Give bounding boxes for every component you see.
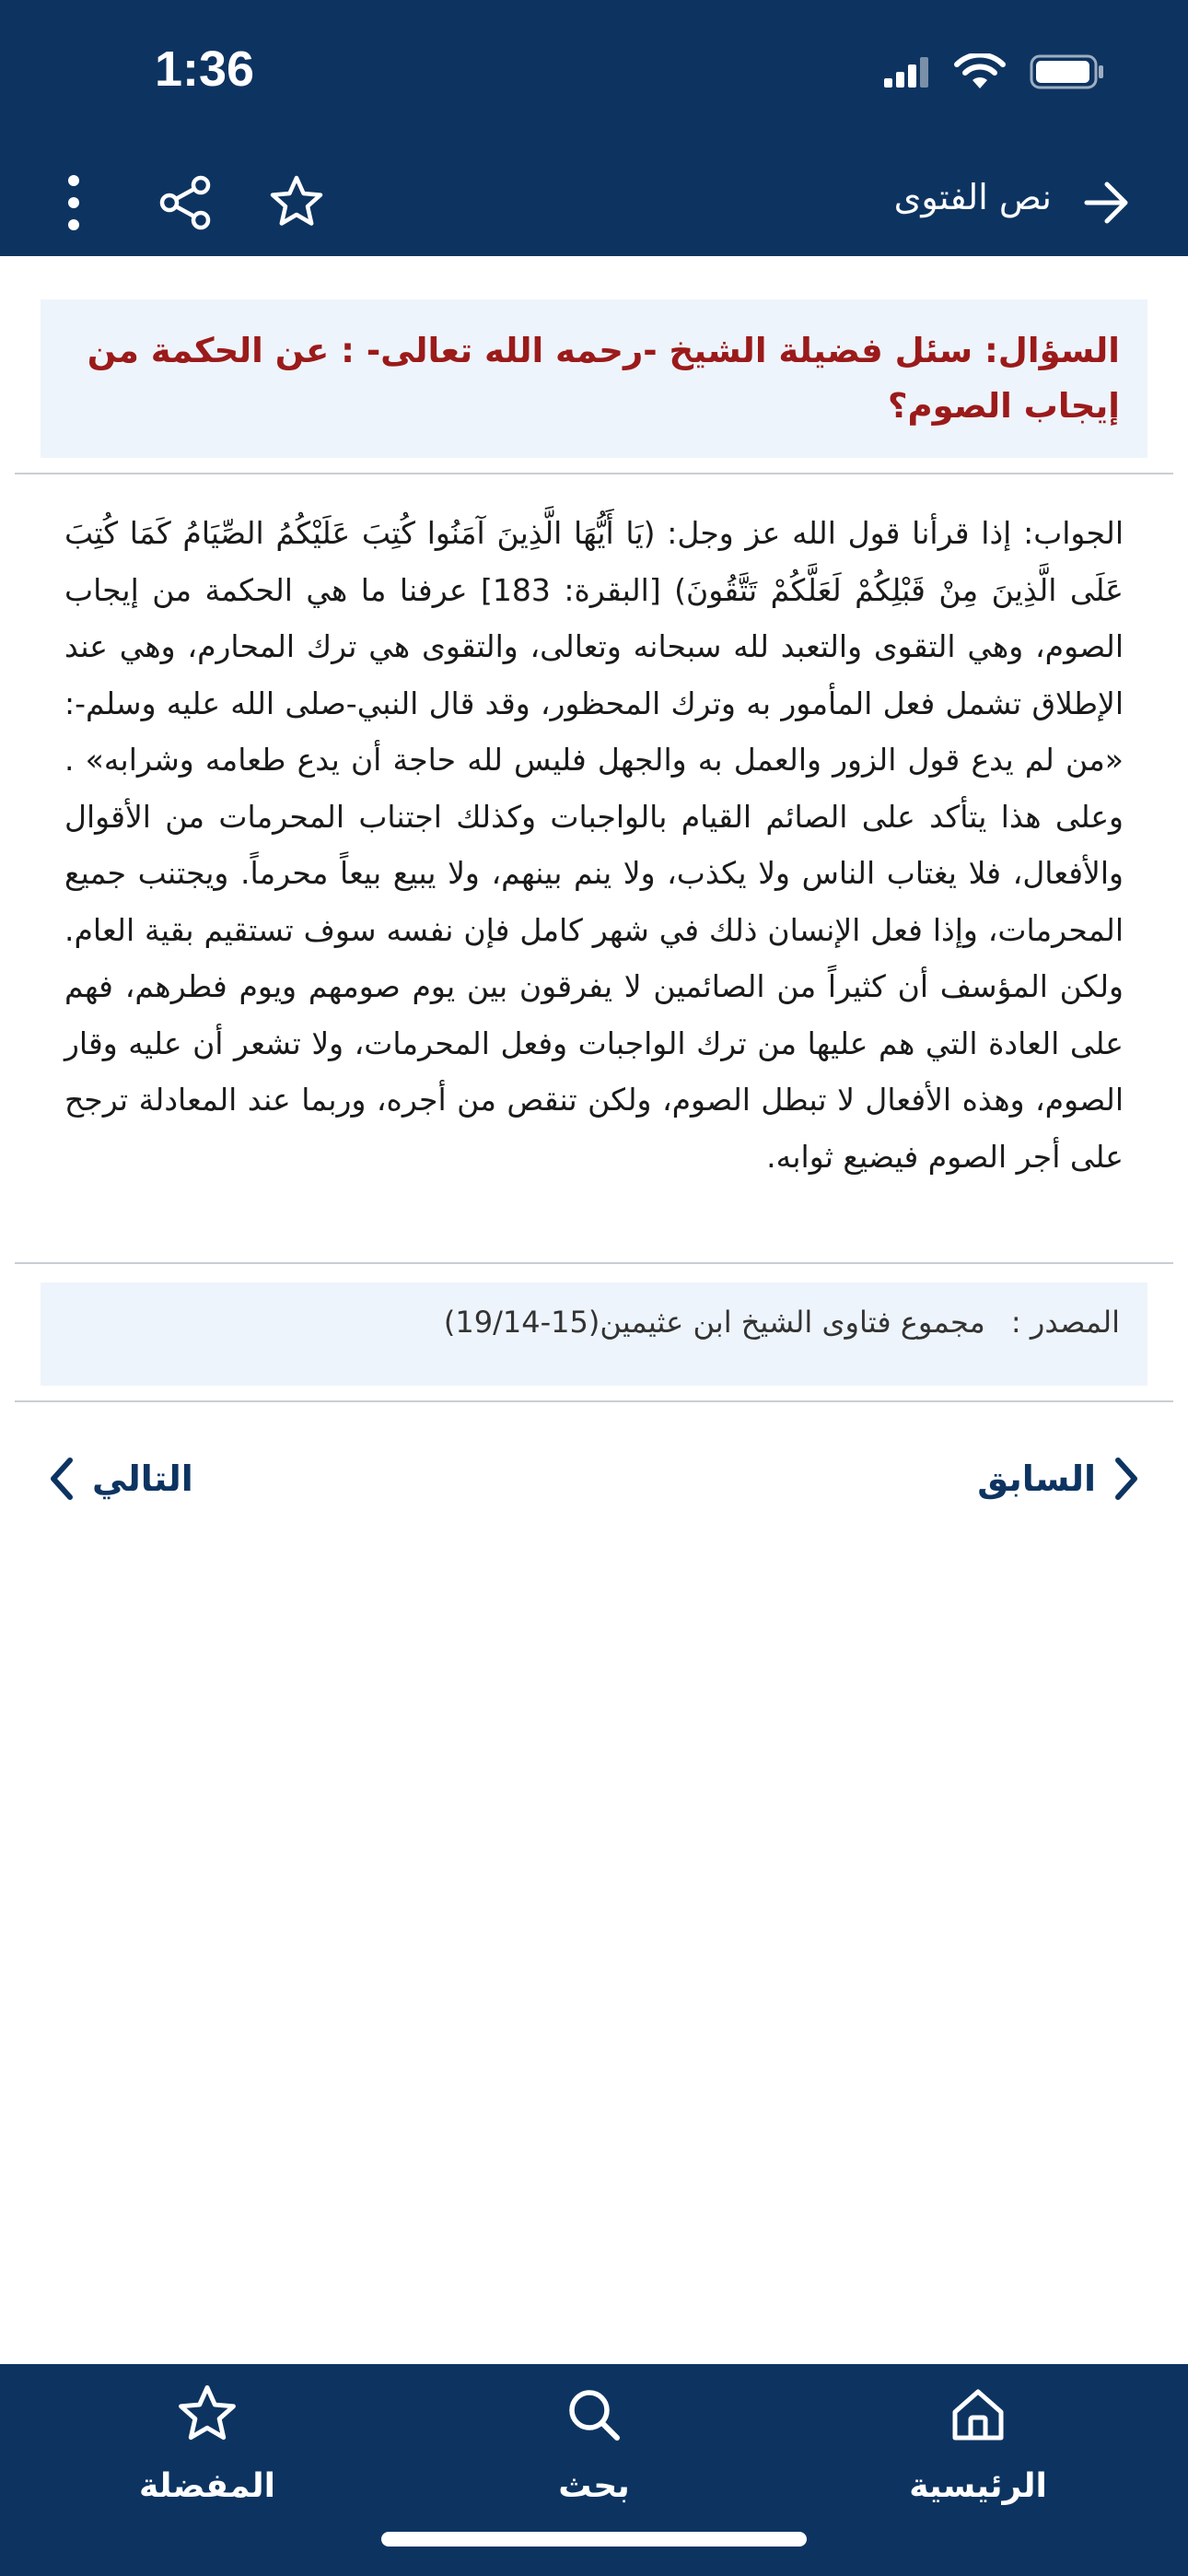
home-icon: [946, 2383, 1010, 2447]
pager: [0, 1451, 1188, 1525]
back-arrow-icon[interactable]: [1079, 175, 1135, 230]
top-bar: [0, 0, 1188, 256]
status-icons: [884, 52, 1105, 92]
signal-icon: [884, 56, 930, 88]
previous-button[interactable]: [977, 1455, 1142, 1503]
tab-favorites-label: المفضلة: [139, 2467, 275, 2505]
source-label: المصدر :: [1010, 1305, 1120, 1340]
more-vertical-icon[interactable]: [53, 171, 94, 234]
wifi-icon: [954, 53, 1006, 90]
status-time: 1:36: [155, 41, 255, 97]
search-icon: [562, 2383, 626, 2447]
next-label: التالي: [92, 1458, 193, 1499]
tab-home-label: الرئيسية: [909, 2467, 1047, 2505]
answer-text: الجواب: إذا قرأنا قول الله عز وجل: (يَا أَيُّهَا الَّذِينَ آمَنُوا كُتِبَ عَلَيْكُمُ الصِّيَامُ كَمَا كُتِبَ عَلَى الَّذِينَ مِنْ قَبْلِكُمْ لَعَلَّكُمْ تَتَّقُونَ) [البقرة: 183] عرفنا ما هي الحكمة من إيجاب الصوم، وهي التقوى والتعبد لله سبحانه وتعالى، والتقوى هي ترك المحارم، وهي عند الإطلاق تشمل فعل المأمور به وترك المحظور، وقد قال النبي-صلى الله عليه وسلم-: «من لم يدع قول الزور والعمل به والجهل فليس لله حاجة أن يدع طعامه وشرابه» . وعلى هذا يتأكد على الصائم القيام بالواجبات وكذلك اجتناب المحرمات من الأقوال والأفعال، فلا يغتاب الناس ولا يكذب، ولا ينم بينهم، ولا يبيع بيعاً محرماً. ويجتنب جميع المحرمات، وإذا فعل الإنسان ذلك في شهر كامل فإن نفسه سوف تستقيم بقية العام. ولكن المؤسف أن كثيراً من الصائمين لا يفرقون بين يوم صومهم ويوم فطرهم، فهم على العادة التي هم عليها من ترك الواجبات وفعل المحرمات، ولا تشعر أن عليه وقار الصوم، وهذه الأفعال لا تبطل الصوم، ولكن تنقص من أجره، وربما عند المعادلة ترجح على أجر الصوم فيضيع ثوابه.: [64, 515, 1124, 1175]
question-box: [41, 299, 1147, 458]
favorite-star-icon[interactable]: [267, 173, 326, 232]
tab-favorites[interactable]: [87, 2383, 327, 2530]
next-button[interactable]: [46, 1455, 193, 1503]
source-box: [41, 1282, 1147, 1386]
chevron-right-icon: [1111, 1455, 1142, 1503]
home-indicator: [381, 2532, 807, 2547]
divider: [15, 473, 1173, 474]
divider: [15, 1262, 1173, 1264]
share-icon[interactable]: [157, 173, 215, 232]
divider: [15, 1400, 1173, 1402]
page-title: نص الفتوى: [893, 177, 1052, 217]
tab-home[interactable]: [858, 2383, 1098, 2530]
nav-row: [0, 157, 1188, 249]
chevron-left-icon: [46, 1455, 77, 1503]
tab-search[interactable]: [474, 2383, 714, 2530]
battery-icon: [1030, 53, 1105, 90]
source-value: مجموع فتاوى الشيخ ابن عثيمين(15-19/14): [443, 1305, 985, 1340]
tab-search-label: بحث: [558, 2467, 630, 2505]
star-icon: [175, 2383, 239, 2447]
question-text: السؤال: سئل فضيلة الشيخ -رحمه الله تعالى- : عن الحكمة من إيجاب الصوم؟: [87, 331, 1120, 426]
previous-label: السابق: [977, 1458, 1096, 1499]
